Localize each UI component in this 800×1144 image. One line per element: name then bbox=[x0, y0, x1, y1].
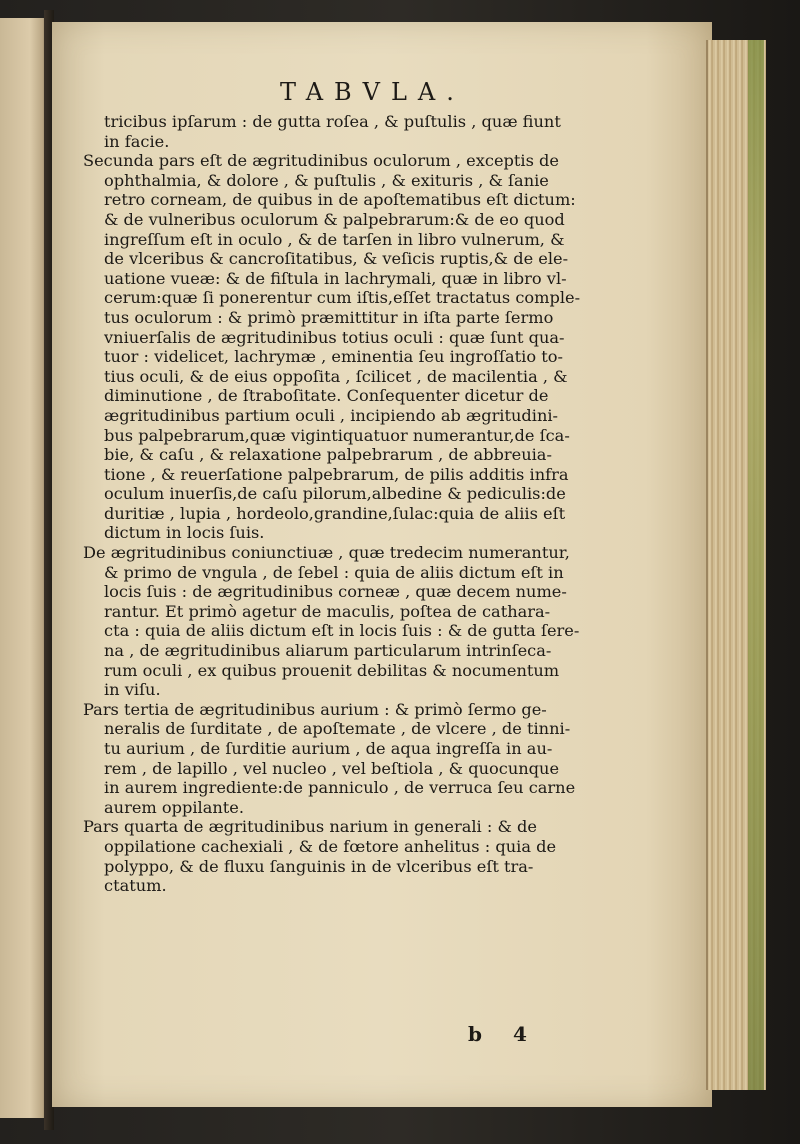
text-line: tione , & reuerſatione palpebrarum, de pilis additis infra bbox=[104, 464, 569, 484]
text-line: cta : quia de aliis dictum eſt in locis ſuis : & de gutta ſere- bbox=[104, 621, 580, 641]
text-line: oppilatione cachexiali , & de fœtore anhelitus : quia de bbox=[104, 836, 557, 856]
text-line: Secunda pars eſt de ægritudinibus oculorum , exceptis de bbox=[83, 151, 559, 171]
running-header: TABVLA. bbox=[280, 78, 465, 106]
text-line: bie, & caſu , & relaxatione palpebrarum , de abbreuia- bbox=[104, 445, 552, 465]
text-line: polyppo, & de fluxu ſanguinis in de vlceribus eſt tra- bbox=[104, 856, 534, 876]
text-line: & primo de vngula , de ſebel : quia de aliis dictum eſt in bbox=[104, 562, 564, 582]
text-line: De ægritudinibus coniunctiuæ , quæ tredecim numerantur, bbox=[83, 543, 570, 563]
previous-page-edge bbox=[0, 18, 50, 1118]
text-line: locis ſuis : de ægritudinibus corneæ , quæ decem nume- bbox=[104, 582, 567, 602]
text-line: in aurem ingrediente:de panniculo , de verruca ſeu carne bbox=[104, 778, 576, 798]
text-line: cerum:quæ ſi ponerentur cum iſtis,eſſet tractatus comple- bbox=[104, 288, 581, 308]
text-line: diminutione , de ſtraboſitate. Conſequenter dicetur de bbox=[104, 386, 549, 406]
text-line: aurem oppilante. bbox=[104, 797, 245, 817]
text-line: Pars quarta de ægritudinibus narium in generali : & de bbox=[83, 817, 537, 837]
page-edge-stain bbox=[748, 40, 764, 1090]
text-line: uatione vueæ: & de fiſtula in lachrymali, quæ in libro vl- bbox=[104, 268, 567, 288]
text-line: tricibus ipſarum : de gutta roſea , & puſtulis , quæ fiunt bbox=[104, 112, 561, 131]
text-line: ctatum. bbox=[104, 876, 167, 896]
text-line: vniuerſalis de ægritudinibus totius oculi : quæ ſunt qua- bbox=[104, 327, 565, 347]
text-line: na , de ægritudinibus aliarum particularum intrinſeca- bbox=[104, 641, 552, 661]
signature-mark: b 4 bbox=[468, 1022, 539, 1046]
text-line: dictum in locis ſuis. bbox=[104, 523, 265, 543]
text-line: bus palpebrarum,quæ vigintiquatuor numerantur,de ſca- bbox=[104, 425, 570, 445]
text-line: in facie. bbox=[104, 131, 170, 151]
text-line: duritiæ , lupia , hordeolo,grandine,ſulac:quia de aliis eſt bbox=[104, 503, 566, 523]
text-line: tus oculorum : & primò præmittitur in iſta parte ſermo bbox=[104, 307, 554, 327]
text-line: tius oculi, & de eius oppoſita , ſcilicet , de macilentia , & bbox=[104, 366, 568, 386]
text-line: in viſu. bbox=[104, 680, 161, 700]
text-line: Pars tertia de ægritudinibus aurium : & primò ſermo ge- bbox=[83, 699, 547, 719]
text-line: neralis de ſurditate , de apoſtemate , de vlcere , de tinni- bbox=[104, 719, 571, 739]
text-line: oculum inuerſis,de caſu pilorum,albedine & pediculis:de bbox=[104, 484, 566, 504]
text-line: ingreſſum eſt in oculo , & de tarſen in libro vulnerum, & bbox=[104, 229, 565, 249]
text-line: ophthalmia, & dolore , & puſtulis , & exituris , & ſanie bbox=[104, 170, 549, 190]
text-line: rem , de lapillo , vel nucleo , vel beſtiola , & quocunque bbox=[104, 758, 560, 778]
text-line: de vlceribus & cancroſitatibus, & veſicis ruptis,& de ele- bbox=[104, 249, 569, 269]
text-line: rum oculi , ex quibus prouenit debilitas & nocumentum bbox=[104, 660, 560, 680]
body-text bbox=[80, 112, 620, 896]
text-line: ægritudinibus partium oculi , incipiendo ab ægritudini- bbox=[104, 405, 559, 425]
text-line: & de vulneribus oculorum & palpebrarum:& de eo quod bbox=[104, 209, 565, 229]
text-line: rantur. Et primò agetur de maculis, poſtea de cathara- bbox=[104, 601, 551, 621]
text-line: tu aurium , de ſurditie aurium , de aqua ingreſſa in au- bbox=[104, 739, 553, 758]
text-line: retro corneam, de quibus in de apoſtematibus eſt dictum: bbox=[104, 190, 576, 210]
text-line: tuor : videlicet, lachrymæ , eminentia ſeu ingroſſatio to- bbox=[104, 347, 563, 367]
